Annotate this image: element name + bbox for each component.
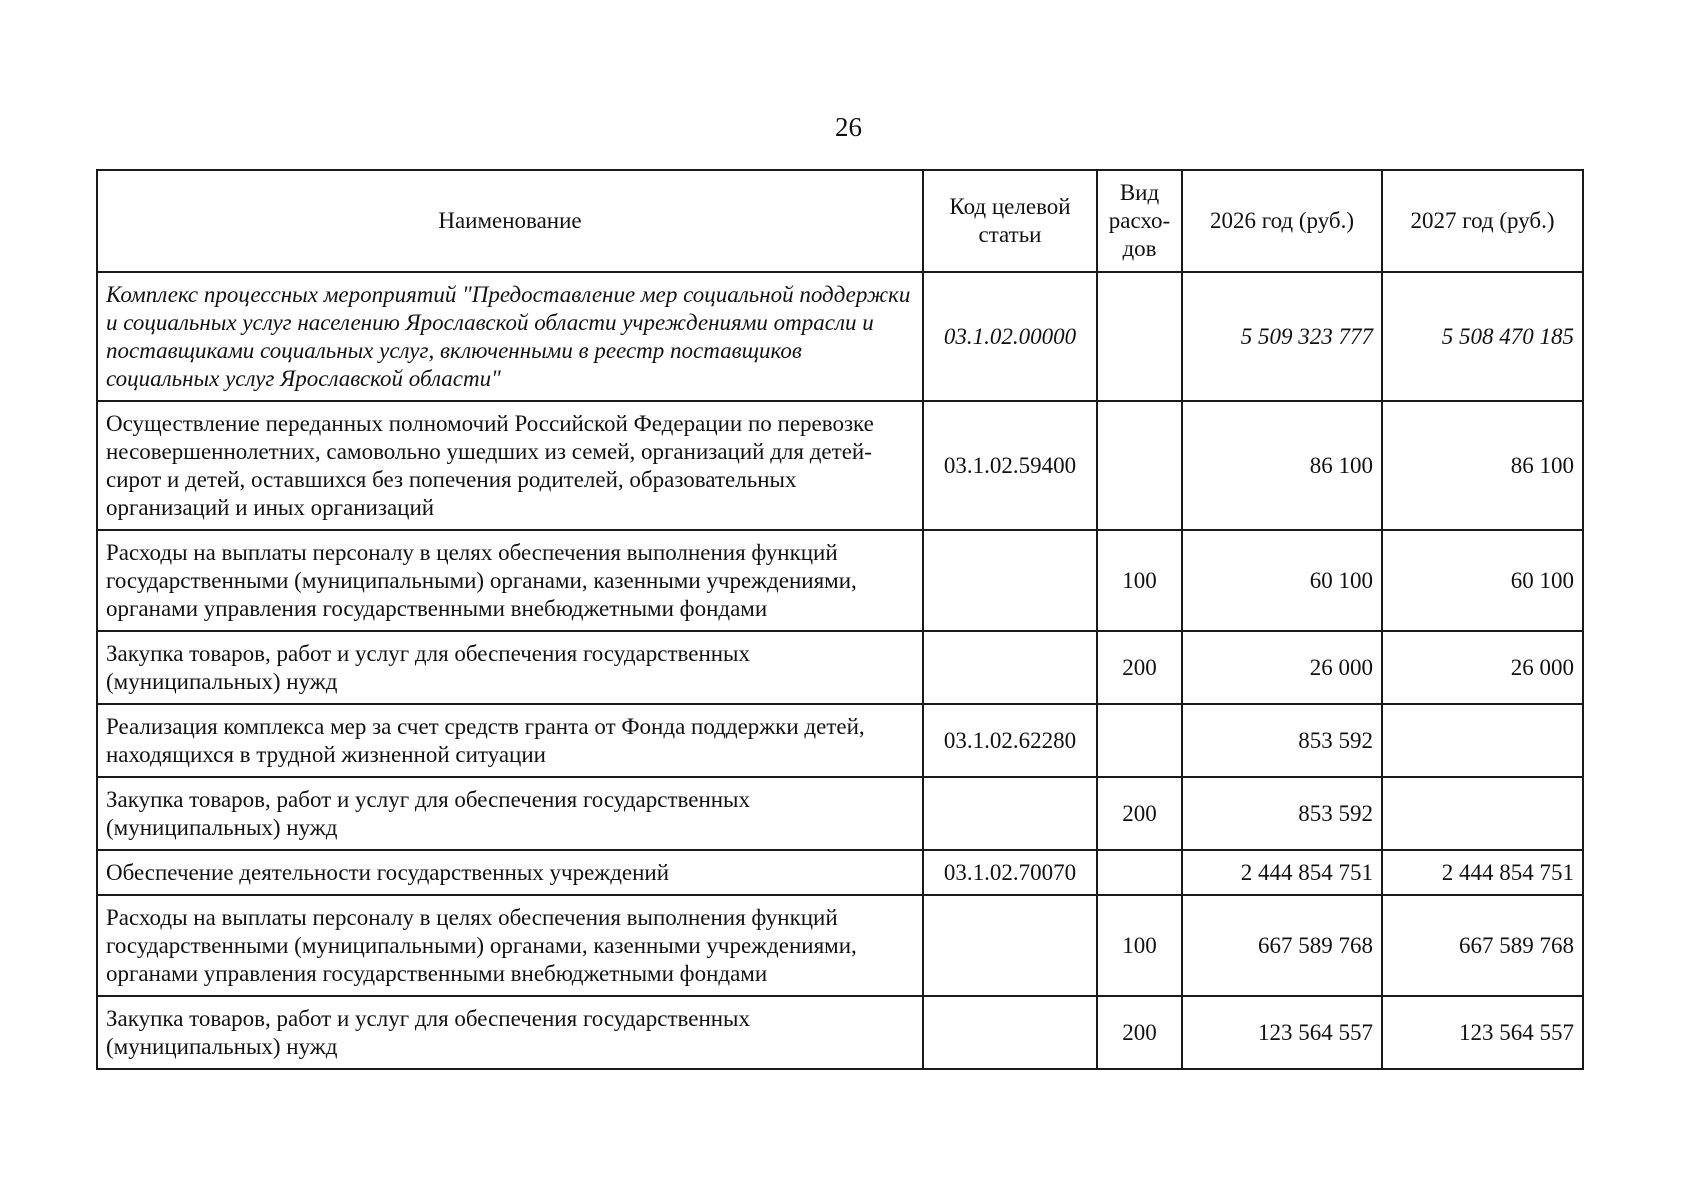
row-amount-2027: 2 444 854 751 <box>1382 850 1583 895</box>
row-amount-2026: 26 000 <box>1182 631 1382 704</box>
row-amount-2026: 60 100 <box>1182 530 1382 631</box>
row-expense-kind <box>1097 401 1182 530</box>
row-amount-2027 <box>1382 777 1583 850</box>
row-target-code <box>923 895 1097 996</box>
row-name: Реализация комплекса мер за счет средств гранта от Фонда поддержки детей, находящихся в трудной жизненной ситуации <box>97 704 923 777</box>
row-amount-2026: 86 100 <box>1182 401 1382 530</box>
row-amount-2027: 123 564 557 <box>1382 996 1583 1069</box>
page-number: 26 <box>835 112 862 142</box>
row-target-code <box>923 996 1097 1069</box>
row-amount-2027: 26 000 <box>1382 631 1583 704</box>
row-target-code: 03.1.02.70070 <box>923 850 1097 895</box>
row-name: Расходы на выплаты персоналу в целях обеспечения выполнения функций государственными (муниципальными) органами, казенными учреждениями, органами управления государственными внебюджетными фондами <box>97 895 923 996</box>
table-row <box>97 704 1583 777</box>
row-amount-2026: 853 592 <box>1182 777 1382 850</box>
row-amount-2027: 86 100 <box>1382 401 1583 530</box>
row-target-code <box>923 777 1097 850</box>
row-name: Комплекс процессных мероприятий "Предоставление мер социальной поддержки и социальных услуг населению Ярославской области учреждениями отрасли и поставщиками социальных услуг, включенными в реестр поставщиков социальных услуг Ярославской области" <box>97 272 923 401</box>
table-header-row <box>97 170 1583 272</box>
row-amount-2026: 123 564 557 <box>1182 996 1382 1069</box>
row-name: Осуществление переданных полномочий Российской Федерации по перевозке несовершеннолетних, самовольно ушедших из семей, организаций для детей-сирот и детей, оставшихся без попечения родителей, образовательных организаций и иных организаций <box>97 401 923 530</box>
table-row <box>97 895 1583 996</box>
row-expense-kind <box>1097 272 1182 401</box>
row-name: Обеспечение деятельности государственных учреждений <box>97 850 923 895</box>
table-row <box>97 530 1583 631</box>
budget-table <box>96 169 1584 1070</box>
row-target-code: 03.1.02.62280 <box>923 704 1097 777</box>
row-name: Расходы на выплаты персоналу в целях обеспечения выполнения функций государственными (муниципальными) органами, казенными учреждениями, органами управления государственными внебюджетными фондами <box>97 530 923 631</box>
row-expense-kind <box>1097 850 1182 895</box>
row-target-code <box>923 530 1097 631</box>
header-expense-kind: Вид расхо-дов <box>1097 170 1182 272</box>
table-row <box>97 631 1583 704</box>
header-name: Наименование <box>97 170 923 272</box>
row-expense-kind: 200 <box>1097 777 1182 850</box>
row-amount-2027 <box>1382 704 1583 777</box>
table-row <box>97 401 1583 530</box>
table-row <box>97 850 1583 895</box>
row-amount-2026: 5 509 323 777 <box>1182 272 1382 401</box>
row-amount-2026: 667 589 768 <box>1182 895 1382 996</box>
table-row <box>97 272 1583 401</box>
row-amount-2027: 60 100 <box>1382 530 1583 631</box>
header-target-code: Код целевой статьи <box>923 170 1097 272</box>
row-name: Закупка товаров, работ и услуг для обеспечения государственных (муниципальных) нужд <box>97 996 923 1069</box>
row-amount-2027: 667 589 768 <box>1382 895 1583 996</box>
row-name: Закупка товаров, работ и услуг для обеспечения государственных (муниципальных) нужд <box>97 777 923 850</box>
row-expense-kind: 100 <box>1097 895 1182 996</box>
row-amount-2027: 5 508 470 185 <box>1382 272 1583 401</box>
row-expense-kind: 200 <box>1097 631 1182 704</box>
header-year-2027: 2027 год (руб.) <box>1382 170 1583 272</box>
row-target-code: 03.1.02.00000 <box>923 272 1097 401</box>
row-amount-2026: 2 444 854 751 <box>1182 850 1382 895</box>
header-year-2026: 2026 год (руб.) <box>1182 170 1382 272</box>
row-expense-kind: 200 <box>1097 996 1182 1069</box>
table-row <box>97 777 1583 850</box>
row-expense-kind: 100 <box>1097 530 1182 631</box>
row-expense-kind <box>1097 704 1182 777</box>
table-row <box>97 996 1583 1069</box>
row-amount-2026: 853 592 <box>1182 704 1382 777</box>
row-name: Закупка товаров, работ и услуг для обеспечения государственных (муниципальных) нужд <box>97 631 923 704</box>
row-target-code <box>923 631 1097 704</box>
row-target-code: 03.1.02.59400 <box>923 401 1097 530</box>
